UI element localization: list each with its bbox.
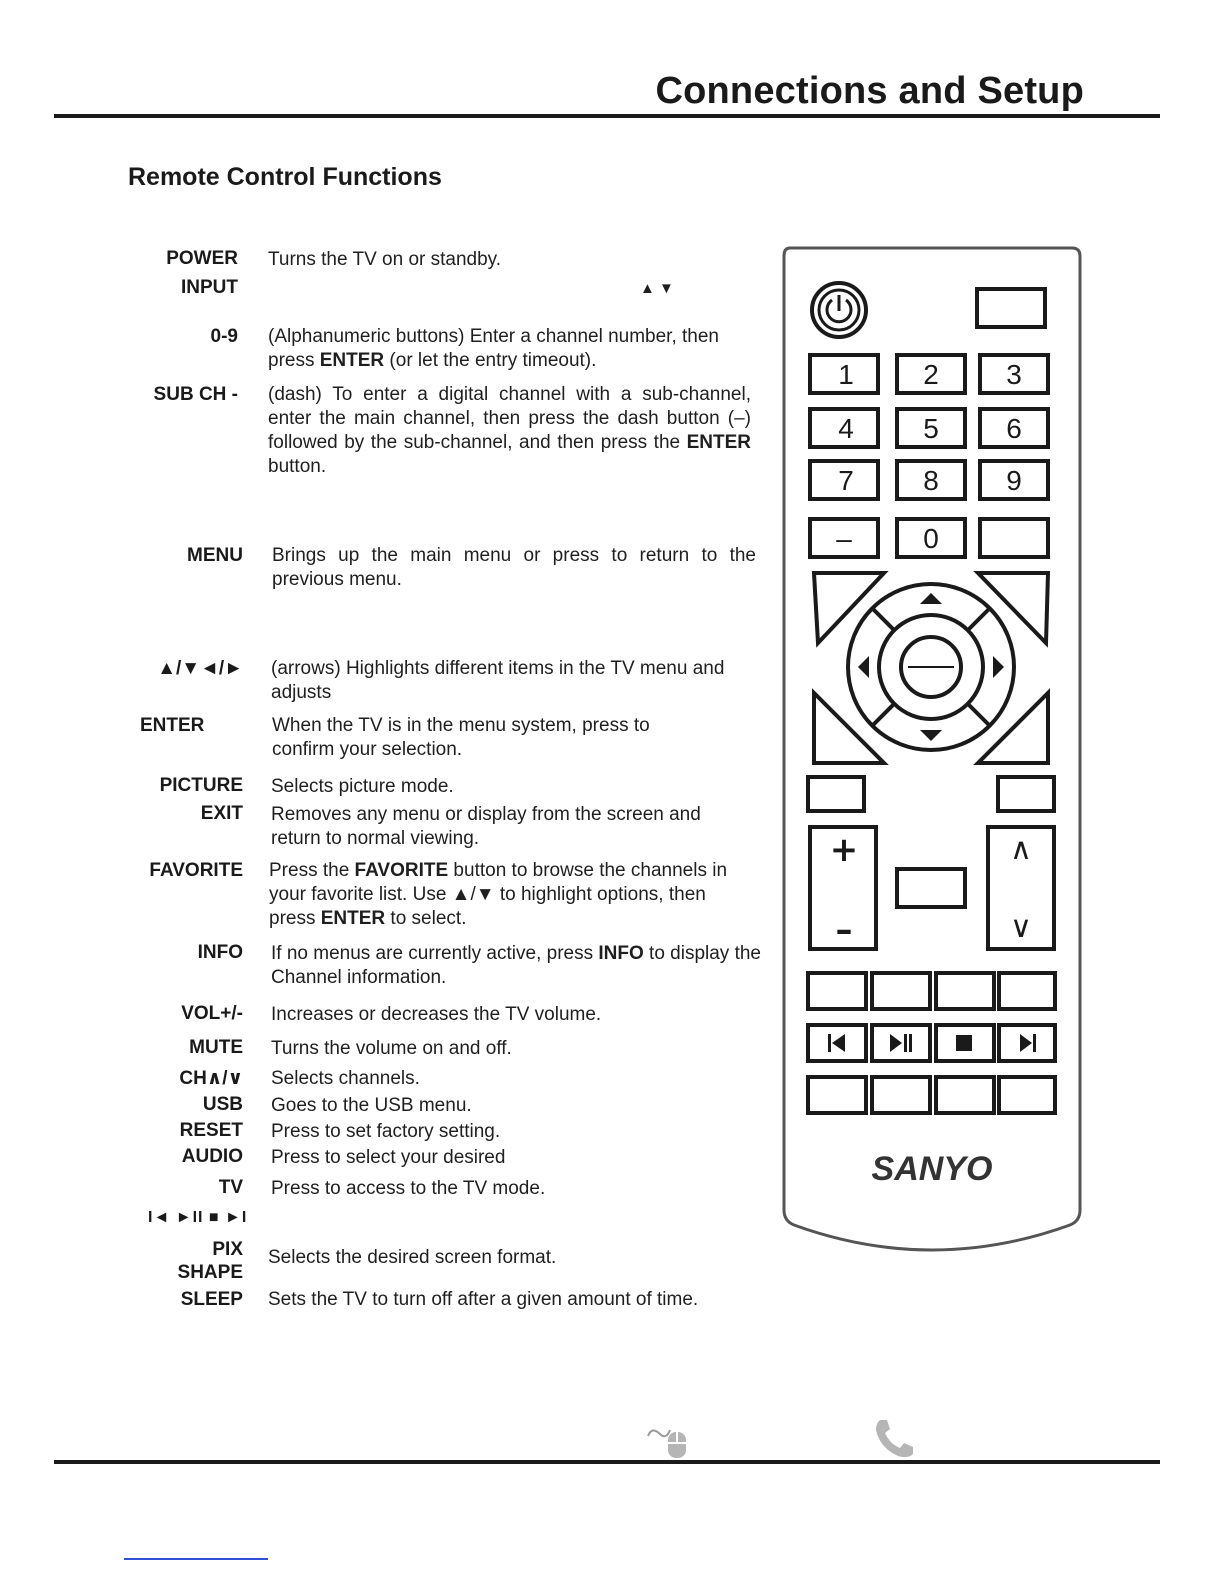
desc-tv: Press to access to the TV mode. (271, 1178, 546, 1199)
term-exit: EXIT (200, 803, 243, 824)
mute-button (897, 869, 965, 907)
key-1: 1 (838, 359, 854, 390)
desc-arrows: (arrows) Highlights different items in the TV menu and adjusts (271, 658, 725, 703)
key-dash: – (836, 523, 852, 554)
term-input: INPUT (181, 277, 238, 298)
section-title: Remote Control Functions (128, 163, 442, 191)
remote-illustration (780, 245, 1085, 1255)
desc-menu: Brings up the main menu or press to return to the previous menu. (272, 545, 756, 590)
footer-link-underline[interactable] (124, 1558, 268, 1560)
term-playback: I◄ ►II ■ ►I (148, 1209, 248, 1226)
desc-usb: Goes to the USB menu. (271, 1095, 472, 1116)
key-5: 5 (923, 413, 939, 444)
playback-row (808, 1025, 1055, 1061)
phone-icon (872, 1416, 916, 1460)
vol-minus-label: – (835, 910, 853, 950)
mouse-icon (646, 1416, 688, 1460)
power-icon (812, 283, 866, 337)
term-audio: AUDIO (181, 1146, 243, 1167)
term-shape: SHAPE (177, 1262, 243, 1283)
header-rule (54, 114, 1160, 118)
key-7: 7 (838, 465, 854, 496)
term-tv: TV (218, 1177, 243, 1198)
desc-mute: Turns the volume on and off. (271, 1038, 512, 1059)
desc-enter: When the TV is in the menu system, press to confirm your selection. (272, 715, 650, 760)
term-mute: MUTE (189, 1037, 243, 1058)
term-vol: VOL+/- (181, 1003, 243, 1024)
desc-audio: Press to select your desired (271, 1147, 506, 1168)
key-0: 0 (923, 523, 939, 554)
term-ch: CH∧/∨ (179, 1068, 243, 1089)
vol-plus-label: + (829, 830, 859, 870)
term-reset: RESET (179, 1120, 243, 1141)
term-info: INFO (197, 942, 243, 963)
page-title: Connections and Setup (655, 70, 1084, 112)
term-usb: USB (202, 1094, 243, 1115)
key-3: 3 (1006, 359, 1022, 390)
desc-power: Turns the TV on or standby. (268, 249, 502, 270)
desc-0-9: (Alphanumeric buttons) Enter a channel number, then press ENTER (or let the entry timeout). (268, 326, 719, 371)
ch-down-label: ∨ (1010, 910, 1032, 945)
ch-up-label: ∧ (1010, 832, 1032, 867)
desc-sub-ch: (dash) To enter a digital channel with a sub-channel, enter the main channel, then press the dash button (–) followed by the sub-channel, and then press the ENTER button. (268, 384, 751, 477)
term-pix: PIX (212, 1239, 243, 1260)
term-picture: PICTURE (159, 775, 243, 796)
term-enter: ENTER (140, 715, 205, 736)
function-row-1 (808, 973, 1055, 1009)
picture-button (808, 777, 864, 811)
desc-picture: Selects picture mode. (271, 776, 454, 797)
desc-input: ▲ ▼ (640, 280, 674, 297)
input-button (977, 289, 1045, 327)
term-sub-ch: SUB CH - (153, 384, 238, 405)
desc-pix-shape: Selects the desired screen format. (268, 1247, 557, 1268)
brand-logo: SANYO (871, 1150, 993, 1188)
term-power: POWER (166, 248, 238, 269)
footer-rule (54, 1460, 1160, 1464)
exit-button (998, 777, 1054, 811)
desc-reset: Press to set factory setting. (271, 1121, 501, 1142)
key-6: 6 (1006, 413, 1022, 444)
desc-info: If no menus are currently active, press INFO to display the Channel information. (271, 943, 762, 988)
term-0-9: 0-9 (210, 326, 238, 347)
desc-exit: Removes any menu or display from the screen and return to normal viewing. (271, 804, 701, 849)
key-4: 4 (838, 413, 854, 444)
key-9: 9 (1006, 465, 1022, 496)
term-arrows: ▲/▼◄/► (157, 658, 243, 679)
term-sleep: SLEEP (180, 1289, 243, 1310)
desc-sleep: Sets the TV to turn off after a given amount of time. (268, 1289, 699, 1310)
key-8: 8 (923, 465, 939, 496)
desc-vol: Increases or decreases the TV volume. (271, 1004, 602, 1025)
function-row-3 (808, 1077, 1055, 1113)
desc-favorite: Press the FAVORITE button to browse the channels in your favorite list. Use ▲/▼ to highlight options, then press ENTER to select. (269, 860, 728, 929)
key-2: 2 (923, 359, 939, 390)
desc-ch: Selects channels. (271, 1068, 420, 1089)
dpad (848, 584, 1014, 750)
term-favorite: FAVORITE (149, 860, 243, 881)
term-menu: MENU (187, 545, 243, 566)
